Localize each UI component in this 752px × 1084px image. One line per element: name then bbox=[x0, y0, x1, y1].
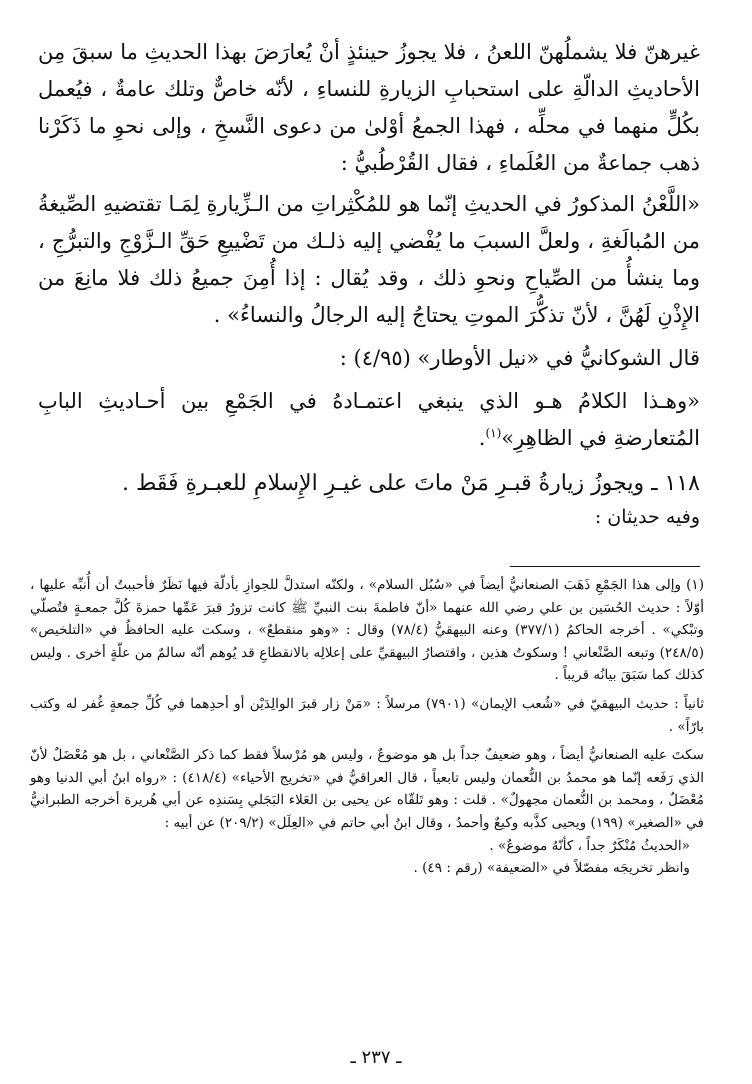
section-heading-118: ١١٨ ـ ويجوزُ زيارةُ قبـرِ مَنْ ماتَ على غيـرِ الإِسلامِ للعبـرةِ فَقَط . bbox=[121, 471, 700, 496]
footnote-ref: (١) bbox=[485, 426, 502, 440]
footnote-quote: «الحديثُ مُنْكَرٌ جداً ، كأنّهُ موضوعٌ» . bbox=[489, 837, 690, 854]
footnote-divider bbox=[510, 566, 700, 567]
footnote-comment: سكتَ عليه الصنعانيُّ أيضاً ، وهو ضعيفٌ جداً بل هو موضوعٌ ، وليس هو مُرْسلاً فقط كما ذكر الصَّنْعاني ، بل هو مُعْضَلٌ لأنّ الذي رَفَعه إنّما هو محمدُ بن النُّعمان وليس تابعياً ، قال العراقيُّ في «تخريج الأحياء» (٤١٨/٤) : «رواه ابنُ أبي الدنيا وهو مُعْضَلٌ ، ومحمد بن النُّعمان مجهولٌ» . قلت : وهو تَلقّاه عن يحيى بن العَلاء البَجَلي بِسَندِه عن أبي هُريرة أخرجه الطبرانيُّ في «الصغير» (١٩٩) ويحيى كذَّبه وكيعٌ وأحمدُ ، وقال ابنُ أبي حاتم في «العِلَل» (٢٠٩/٢) عن أبيه : bbox=[30, 747, 704, 831]
paragraph-intro: غيرهنّ فلا يشملُهنّ اللعنُ ، فلا يجوزُ حينئذٍ أنْ يُعارَضَ بهذا الحديثِ ما سبقَ مِن الأحاديثِ الدالّةِ على استحبابِ الزيارةِ للنساءِ ، لأنّه خاصٌّ وتلك عامةٌ ، فيُعمل بكُلٍّ منهما في محلِّه ، فهذا الجمعُ أوْلىٰ من دعوى النَّسخِ ، وإلى نحوِ ما ذَكَرْنا ذهب جماعةٌ من العُلَماءِ ، فقال القُرْطُبيُّ : bbox=[38, 40, 700, 175]
footnote-reference: وانظر تخريجَه مفصّلاً في «الضعيفة» (رقم : ٤٩) . bbox=[413, 860, 690, 877]
quote-qurtubi: «اللَّعْنُ المذكورُ في الحديثِ إنّما هو للمُكْثِراتِ من الـزِّيارةِ لِمَـا تقتضيهِ الصِّيغةُ من المُبالَغةِ ، ولعلَّ السببَ ما يُفْضي إليه ذلـك من تَضْييعِ حَقِّ الـزَّوْجِ والتبرُّجِ ، وما ينشأُ من الصِّياحِ ونحوِ ذلك ، وقد يُقال : إذا أُمِنَ جميعُ ذلك فلا مانِعَ من الإِذْنِ لَهُنَّ ، لأنّ تذكُّرَ الموتِ يحتاجُ إليه الرجالُ والنساءُ» . bbox=[38, 192, 700, 327]
footnotes bbox=[30, 574, 704, 880]
two-hadiths-label: وفيه حديثان : bbox=[594, 506, 700, 528]
quote-shawkani bbox=[38, 383, 700, 457]
footnote-second: ثانياً : حديث البيهقيّ في «شُعب الإيمان» (٧٩٠١) مرسلاً : «مَنْ زار قبرَ الوالِدَيْن أو أحدِهما في كُلِّ جمعةٍ غُفر له وكتب بارّاً» . bbox=[30, 695, 705, 735]
page-number: ـ ٢٣٧ ـ bbox=[350, 1047, 402, 1068]
main-text bbox=[38, 34, 700, 532]
citation-shawkani: قال الشوكانيُّ في «نيل الأوطار» (٤/٩٥) : bbox=[339, 346, 700, 370]
footnote-1: (١) وإلى هذا الجَمْعِ ذَهَبَ الصنعانيُّ أيضاً في «سُبُل السلام» ، ولكنّه استدلَّ للجوازِ بأدلّة فيها نَظَرٌ فأحببتُ أن أُنبِّه عليها ، أوّلاً : حديث الحُسَين بن علي رضي الله عنهما «أنّ فاطمةَ بنت النبيِّ ﷺ كانت تزورُ قبرَ عَمِّها حمزةَ كُلَّ جمعـةٍ فتُصلّي وتبْكي» . أخرجه الحاكمُ (٣٧٧/١) وعنه البيهقيُّ (٧٨/٤) وقال : «وهو منقطعٌ» ، وسكت عليه الحافظُ في «التلخيص» (٢٤٨/٥) وتبعه الصَّنْعاني ! وسكوتُ هذين ، واقتصارُ البيهقيِّ على إعلالِه بالانقطاعِ قد يُوهم أنّه سالمٌ من علّةٍ أخرى . وليس كذلك كما سَبَقَ بيانُه قريباً . bbox=[30, 577, 704, 684]
quote-shawkani-end: . bbox=[478, 426, 486, 450]
quote-shawkani-text: «وهـذا الكلامُ هـو الذي ينبغي اعتمـادهُ في الجَمْعِ بين أحـاديثِ البابِ المُتعارضةِ في الظاهِرِ» bbox=[38, 389, 700, 450]
